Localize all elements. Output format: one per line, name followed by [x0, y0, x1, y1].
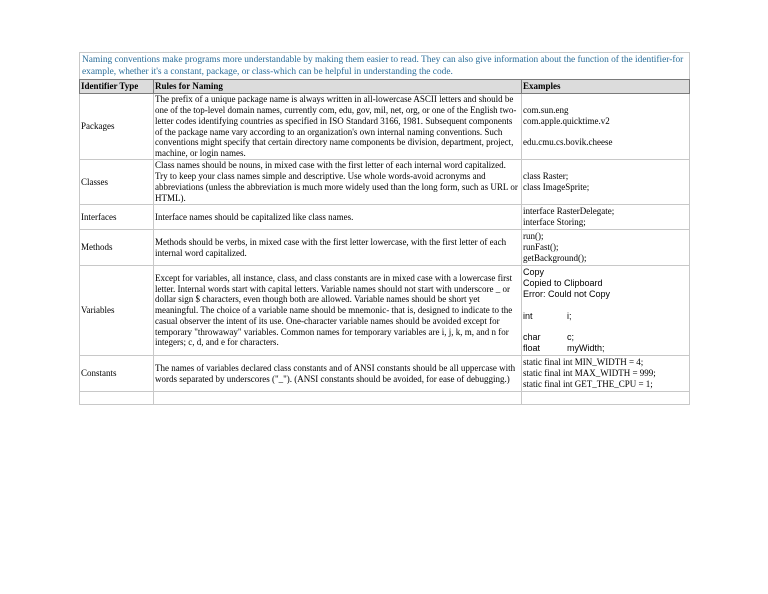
example-char-type: char	[523, 332, 541, 343]
example-line: static final int MIN_WIDTH = 4;	[523, 357, 644, 368]
example-line: com.apple.quicktime.v2	[523, 115, 610, 126]
row-examples-classes	[522, 160, 690, 205]
row-rules-variables: Except for variables, all instance, class, and class constants are in mixed case with a lowercase first letter. Internal words start with capital letters. Variable names should not start with underscore _ or dollar sign $ characters, even though both are allowed. Variable names should be short yet meaningful. The choice of a variable name should be mnemonic- that is, designed to indicate to the casual observer the intent of its use. One-character variable names should be avoided except for temporary "throwaway" variables. Common names for temporary variables are i, j, k, m, and n for integers; c, d, and e for characters.	[154, 266, 522, 356]
intro-row	[80, 53, 690, 80]
table-row-empty	[80, 392, 690, 405]
example-char-name: c;	[567, 332, 575, 343]
copy-error-label: Error: Could not Copy	[523, 288, 611, 299]
row-type-methods: Methods	[80, 230, 154, 266]
copied-label: Copied to Clipboard	[523, 278, 603, 289]
copy-label: Copy	[523, 267, 545, 278]
example-int-type: int	[523, 310, 533, 321]
row-examples-methods	[522, 230, 690, 266]
example-line: class Raster;	[523, 171, 569, 182]
table-row-classes	[80, 160, 690, 205]
row-examples-variables	[522, 266, 690, 356]
table-row-constants	[80, 356, 690, 392]
row-examples-interfaces	[522, 205, 690, 230]
row-rules-classes: Class names should be nouns, in mixed case with the first letter of each internal word capitalized. Try to keep your class names simple and descriptive. Use whole words-avoid acronyms and abbreviations (unless the abbreviation is much more widely used than the long form, such as URL or HTML).	[154, 160, 522, 205]
example-line: getBackground();	[523, 252, 587, 263]
table-row-variables	[80, 266, 690, 356]
example-line: edu.cmu.cs.bovik.cheese	[523, 137, 613, 148]
header-row	[80, 80, 690, 94]
example-line: static final int MAX_WIDTH = 999;	[523, 368, 656, 379]
intro-text: Naming conventions make programs more understandable by making them easier to read. They can also give information about the function of the identifier-for example, whether it's a constant, package, or class-which can be helpful in understanding the code.	[80, 53, 690, 80]
example-float-type: float	[523, 342, 541, 353]
example-line-float	[523, 343, 688, 354]
row-rules-methods: Methods should be verbs, in mixed case with the first letter lowercase, with the first letter of each internal word capitalized.	[154, 230, 522, 266]
example-line: class ImageSprite;	[523, 182, 590, 192]
header-identifier-type: Identifier Type	[80, 80, 154, 94]
example-line: run();	[523, 231, 544, 242]
empty-cell	[522, 392, 690, 405]
example-line: runFast();	[523, 242, 559, 253]
example-line: interface Storing;	[523, 217, 586, 227]
header-examples: Examples	[522, 80, 690, 94]
table-row-methods	[80, 230, 690, 266]
empty-cell	[80, 392, 154, 405]
example-line	[523, 300, 688, 311]
table-row-packages	[80, 94, 690, 160]
table-row-interfaces	[80, 205, 690, 230]
row-rules-packages: The prefix of a unique package name is always written in all-lowercase ASCII letters and should be one of the top-level domain names, currently com, edu, gov, mil, net, org, or one of the English two-letter codes identifying countries as specified in ISO Standard 3166, 1981. Subsequent components of the package name vary according to an organization's own internal naming conventions. Such conventions might specify that certain directory name components be division, department, project, machine, or login names.	[154, 94, 522, 160]
example-line-char	[523, 332, 688, 343]
row-examples-constants	[522, 356, 690, 392]
example-line	[523, 127, 688, 138]
example-line-int	[523, 311, 688, 322]
empty-cell	[154, 392, 522, 405]
row-rules-constants: The names of variables declared class constants and of ANSI constants should be all uppercase with words separated by underscores ("_"). (ANSI constants should be avoided, for ease of debugging.)	[154, 356, 522, 392]
example-line	[523, 321, 688, 332]
example-line: com.sun.eng	[523, 104, 569, 115]
row-type-interfaces: Interfaces	[80, 205, 154, 230]
row-type-variables: Variables	[80, 266, 154, 356]
row-type-classes: Classes	[80, 160, 154, 205]
example-int-name: i;	[567, 310, 572, 321]
naming-conventions-table	[79, 52, 690, 405]
row-examples-packages	[522, 94, 690, 160]
example-line: static final int GET_THE_CPU = 1;	[523, 378, 653, 389]
row-rules-interfaces: Interface names should be capitalized like class names.	[154, 205, 522, 230]
row-type-constants: Constants	[80, 356, 154, 392]
example-float-name: myWidth;	[567, 342, 605, 353]
row-type-packages: Packages	[80, 94, 154, 160]
example-line: interface RasterDelegate;	[523, 206, 615, 217]
header-rules: Rules for Naming	[154, 80, 522, 94]
